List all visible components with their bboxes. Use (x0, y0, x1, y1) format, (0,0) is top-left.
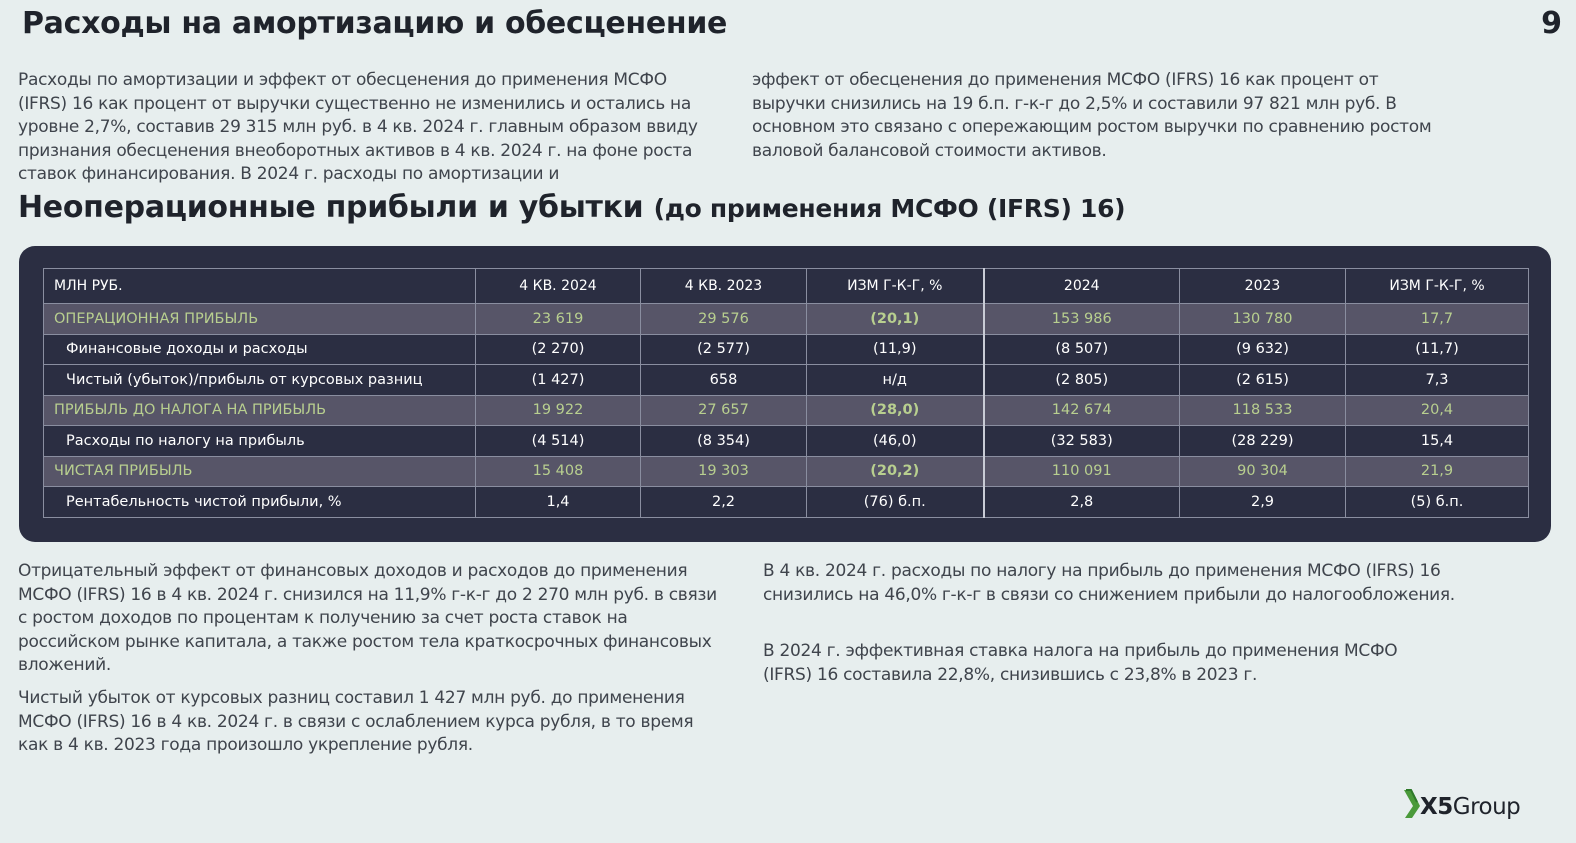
table-cell: 23 619 (476, 304, 641, 335)
table-header-cell: ИЗМ Г-К-Г, % (1346, 269, 1529, 304)
table-header-cell: 4 КВ. 2024 (476, 269, 641, 304)
table-cell: 658 (641, 365, 807, 396)
table-cell: (76) б.п. (807, 487, 984, 518)
table-cell: (20,1) (807, 304, 984, 335)
table-cell: (4 514) (476, 426, 641, 457)
table-cell: 2,2 (641, 487, 807, 518)
table-cell: (5) б.п. (1346, 487, 1529, 518)
table-cell: 15 408 (476, 456, 641, 487)
table-panel (19, 246, 1551, 542)
notes-right-paragraph-2: В 2024 г. эффективная ставка налога на прибыль до применения МСФО (IFRS) 16 составила 22,8%, снизившись с 23,8% в 2023 г. (763, 641, 1398, 685)
table-row (44, 304, 1529, 335)
table-cell: 90 304 (1180, 456, 1346, 487)
intro-right-paragraph: эффект от обесценения до применения МСФО (IFRS) 16 как процент от выручки снизились на 19 б.п. г-к-г до 2,5% и составили 97 821 млн руб. В основном это связано с опережающим ростом выручки по сравнению ростом валовой балансовой стоимости активов. (752, 70, 1432, 161)
table-cell: 20,4 (1346, 395, 1529, 426)
table-header-cell: МЛН РУБ. (44, 269, 476, 304)
table-cell: (1 427) (476, 365, 641, 396)
table-cell: 118 533 (1180, 395, 1346, 426)
table-cell: (28 229) (1180, 426, 1346, 457)
table-cell: 19 303 (641, 456, 807, 487)
notes-left-paragraph-2: Чистый убыток от курсовых разниц составил 1 427 млн руб. до применения МСФО (IFRS) 16 в 4 кв. 2024 г. в связи с ослаблением курса рубля, в то время как в 4 кв. 2023 года произошло укрепление рубля. (18, 688, 694, 755)
table-cell: н/д (807, 365, 984, 396)
row-label: ЧИСТАЯ ПРИБЫЛЬ (44, 456, 476, 487)
page-title: Расходы на амортизацию и обесценение (22, 6, 728, 41)
table-cell: (20,2) (807, 456, 984, 487)
intro-left-paragraph: Расходы по амортизации и эффект от обесценения до применения МСФО (IFRS) 16 как процент от выручки существенно не изменились и остались на уровне 2,7%, составив 29 315 млн руб. в 4 кв. 2024 г. главным образом ввиду признания обесценения внеоборотных активов в 4 кв. 2024 г. на фоне роста ставок финансирования. В 2024 г. расходы по амортизации и (18, 70, 698, 184)
x5-group-logo (1402, 786, 1520, 826)
table-cell: 130 780 (1180, 304, 1346, 335)
page-number: 9 (1541, 6, 1562, 41)
table-cell: 29 576 (641, 304, 807, 335)
table-cell: 2,9 (1180, 487, 1346, 518)
section-title (18, 190, 1125, 225)
table-cell: (2 577) (641, 334, 807, 365)
row-label: Чистый (убыток)/прибыль от курсовых разниц (44, 365, 476, 396)
table-header-row (44, 269, 1529, 304)
section-title-main: Неоперационные прибыли и убытки (18, 190, 644, 225)
table-row (44, 365, 1529, 396)
table-cell: (11,7) (1346, 334, 1529, 365)
section-title-sub: (до применения МСФО (IFRS) 16) (653, 194, 1126, 223)
table-cell: (2 615) (1180, 365, 1346, 396)
row-label: ПРИБЫЛЬ ДО НАЛОГА НА ПРИБЫЛЬ (44, 395, 476, 426)
row-label: ОПЕРАЦИОННАЯ ПРИБЫЛЬ (44, 304, 476, 335)
table-cell: (46,0) (807, 426, 984, 457)
table-cell: (2 805) (984, 365, 1180, 396)
table-cell: 153 986 (984, 304, 1180, 335)
notes-left-paragraph-1: Отрицательный эффект от финансовых доходов и расходов до применения МСФО (IFRS) 16 в 4 кв. 2024 г. снизился на 11,9% г-к-г до 2 270 млн руб. в связи с ростом доходов по процентам к получению за счет роста ставок на российском рынке капитала, а также ростом тела краткосрочных финансовых вложений. (18, 561, 717, 675)
table-row (44, 456, 1529, 487)
table-header-cell: 2023 (1180, 269, 1346, 304)
table-row (44, 334, 1529, 365)
table-cell: (8 354) (641, 426, 807, 457)
table-cell: (2 270) (476, 334, 641, 365)
table-cell: 17,7 (1346, 304, 1529, 335)
table-cell: 1,4 (476, 487, 641, 518)
table-cell: 142 674 (984, 395, 1180, 426)
notes-right-paragraph-1: В 4 кв. 2024 г. расходы по налогу на прибыль до применения МСФО (IFRS) 16 снизились на 46,0% г-к-г в связи со снижением прибыли до налогообложения. (763, 561, 1455, 605)
table-cell: 7,3 (1346, 365, 1529, 396)
logo-text: X5Group (1420, 794, 1521, 820)
table-row (44, 426, 1529, 457)
table-header-cell: 4 КВ. 2023 (641, 269, 807, 304)
table-cell: 21,9 (1346, 456, 1529, 487)
table-cell: 110 091 (984, 456, 1180, 487)
table-cell: (11,9) (807, 334, 984, 365)
table-header-cell: ИЗМ Г-К-Г, % (807, 269, 984, 304)
table-cell: (32 583) (984, 426, 1180, 457)
table-row (44, 487, 1529, 518)
table-cell: 19 922 (476, 395, 641, 426)
table-cell: (9 632) (1180, 334, 1346, 365)
table-header-cell: 2024 (984, 269, 1180, 304)
row-label: Расходы по налогу на прибыль (44, 426, 476, 457)
table-cell: 15,4 (1346, 426, 1529, 457)
table-cell: (28,0) (807, 395, 984, 426)
row-label: Финансовые доходы и расходы (44, 334, 476, 365)
table-cell: 27 657 (641, 395, 807, 426)
table-cell: (8 507) (984, 334, 1180, 365)
table-cell: 2,8 (984, 487, 1180, 518)
table-row (44, 395, 1529, 426)
row-label: Рентабельность чистой прибыли, % (44, 487, 476, 518)
non-operating-table (43, 268, 1529, 518)
